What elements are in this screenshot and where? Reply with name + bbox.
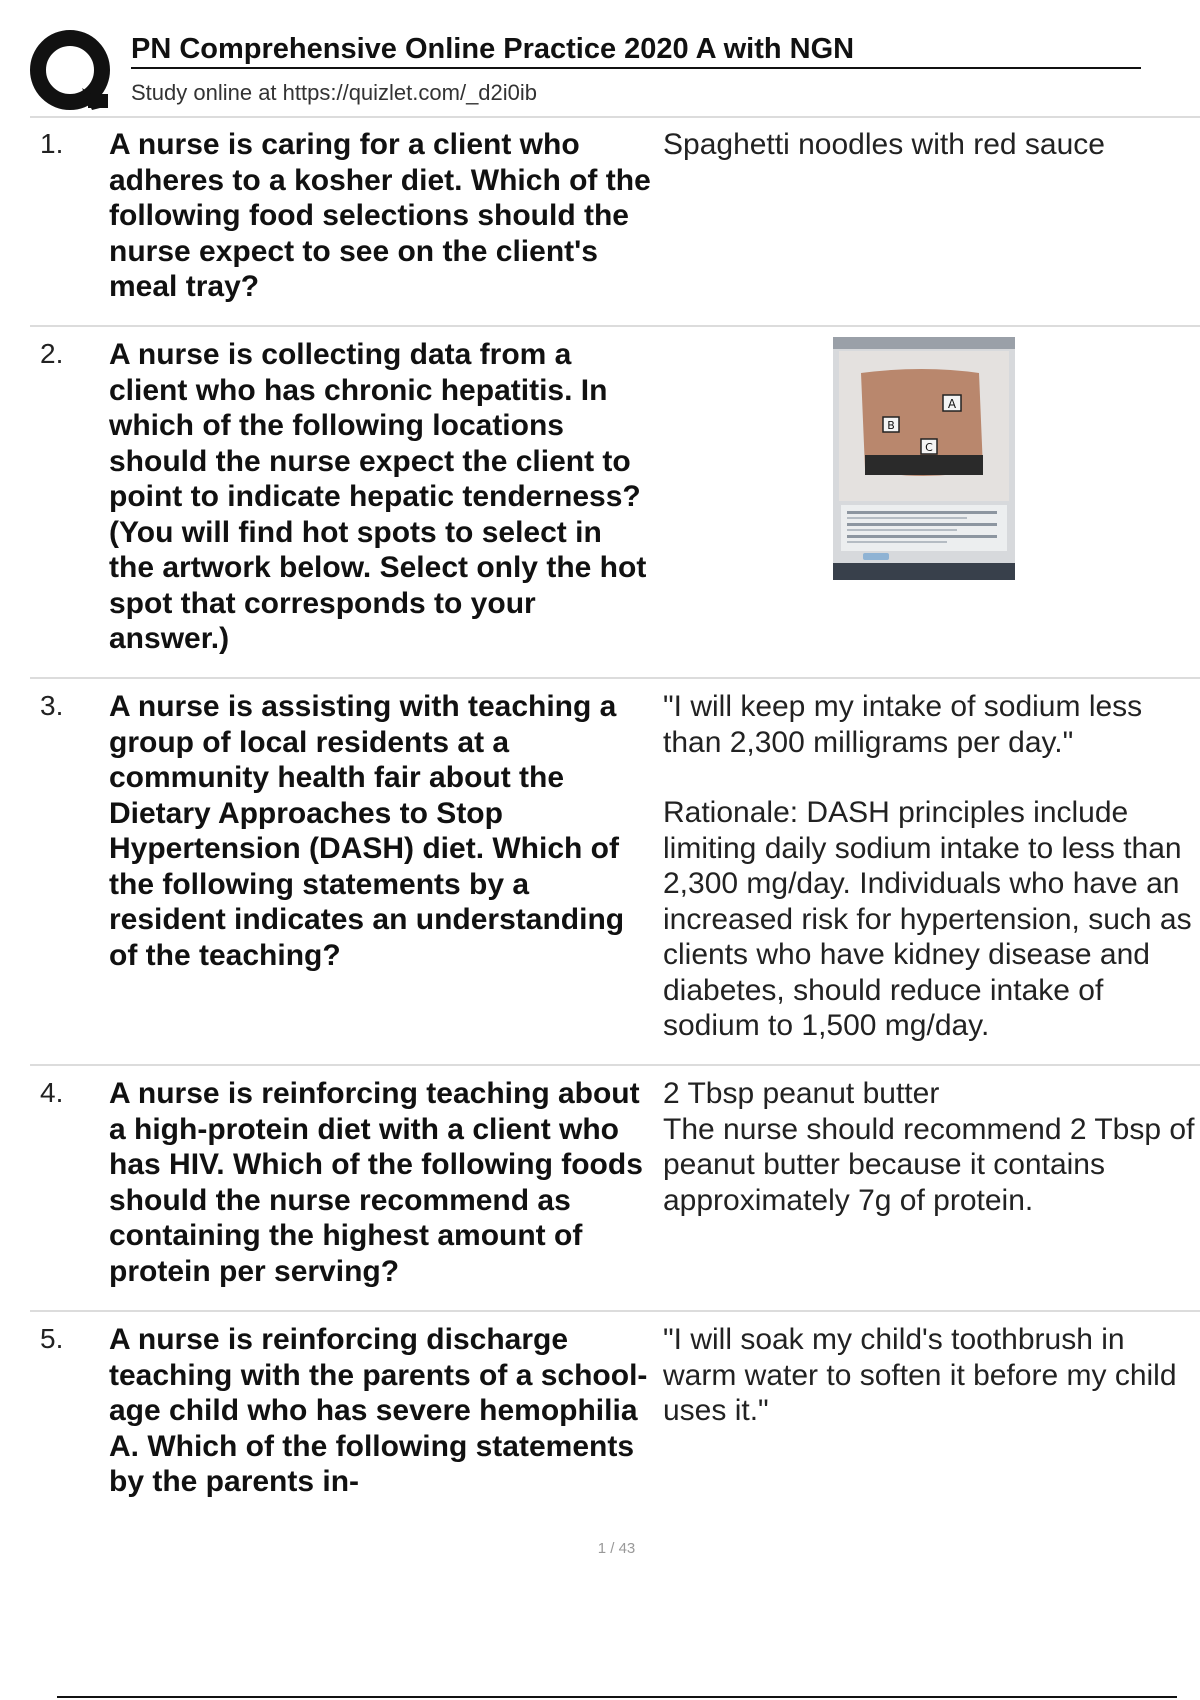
card-answer [663,1322,1198,1429]
card-question: A nurse is reinforcing teaching about a high-protein diet with a client who has HIV. Which of the following foods should the nurse recommend as containing the highest amount of protein per serving? [109,1077,643,1288]
page-number: 1 / 43 [597,1540,636,1557]
card-number: 5. [40,1323,64,1354]
card-question: A nurse is collecting data from a client who has chronic hepatitis. In which of the following locations should the nurse expect the client to point to indicate hepatic tenderness? (You will find hot spots to select in the artwork below. Select only the hot spot that corresponds to your answer.) [109,338,647,655]
abdomen-hotspot-image[interactable] [833,337,1015,580]
card-number: 4. [40,1077,64,1108]
answer-text: Spaghetti noodles with red sauce [663,128,1105,161]
rationale-text: Rationale: DASH principles include limiting daily sodium intake to less than 2,300 mg/day. Individuals who have an increased risk for hypertension, such as clients who have kidney disease and diabetes, should reduce intake of sodium to 1,500 mg/day. [663,796,1192,1042]
divider [30,1310,1200,1312]
hotspot-label: C [925,441,933,454]
study-online-link[interactable]: Study online at https://quizlet.com/_d2i0ib [131,80,538,105]
card-question: A nurse is caring for a client who adheres to a kosher diet. Which of the following food selections should the nurse expect to see on the client's meal tray? [109,128,651,303]
divider [30,116,1200,118]
card-question: A nurse is assisting with teaching a group of local residents at a community health fair about the Dietary Approaches to Stop Hypertension (DASH) diet. Which of the following statements by a resident indicates an understanding of the teaching? [109,690,625,972]
quizlet-logo-icon [30,30,112,112]
footer-divider [57,1696,1177,1698]
card-answer [663,1076,1198,1218]
hotspot-label: B [887,419,895,432]
rationale-text: The nurse should recommend 2 Tbsp of peanut butter because it contains approximately 7g of protein. [663,1112,1195,1217]
card-answer [663,689,1198,1044]
card-number: 3. [40,690,64,721]
answer-text: "I will keep my intake of sodium less than 2,300 milligrams per day." [663,690,1143,759]
card-number: 1. [40,128,64,159]
divider [30,325,1200,327]
card-number: 2. [40,338,64,369]
answer-text: "I will soak my child's toothbrush in warm water to soften it before my child uses it." [663,1323,1177,1427]
card-answer [663,127,1198,163]
document-title: PN Comprehensive Online Practice 2020 A with NGN [131,33,1141,69]
hotspot-label: A [947,397,957,411]
card-question: A nurse is reinforcing discharge teaching with the parents of a school-age child who has severe hemophilia A. Which of the following statements by the parents in- [109,1323,648,1498]
divider [30,677,1200,679]
answer-text: 2 Tbsp peanut butter [663,1077,940,1110]
divider [30,1064,1200,1066]
